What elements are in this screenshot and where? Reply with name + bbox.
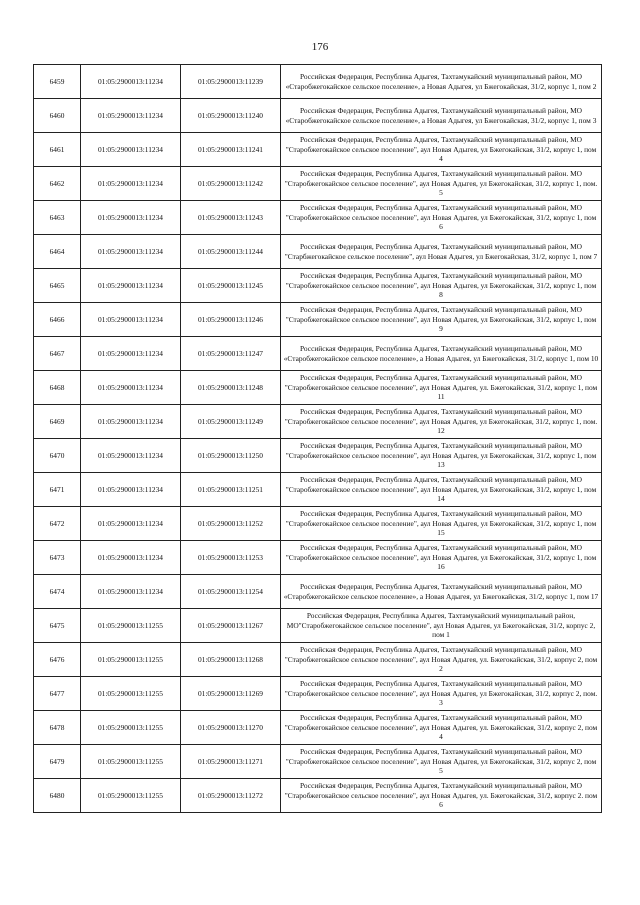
cadastral-number-cell: 01:05:2900013:11267 (181, 609, 281, 643)
address-cell: Российская Федерация, Республика Адыгея, Тахтамукайский муниципальный район, МО "Старобжегокайское сельское поселение", аул Новая Адыгея, ул Бжегокайская, 31/2, корпус 1, пом 15 (281, 507, 602, 541)
cadastral-number-cell: 01:05:2900013:11240 (181, 99, 281, 133)
cadastral-number-cell: 01:05:2900013:11272 (181, 779, 281, 813)
parent-cadastral-number-cell: 01:05:2900013:11234 (81, 507, 181, 541)
address-cell: Российская Федерация, Республика Адыгея, Тахтамукайский муниципальный район, МО"Старобжегокайское сельское поселение", аул Новая Адыгея, ул Бжегокайская, 31/2, корпус 2, пом 1 (281, 609, 602, 643)
parent-cadastral-number-cell: 01:05:2900013:11234 (81, 371, 181, 405)
table-row (34, 439, 602, 473)
address-cell: Российская Федерация, Республика Адыгея, Тахтамукайский муниципальный район, МО "Старобжегокайское сельское поселение", аул Новая Адыгея, ул Бжегокайская, 31/2, корпус 1, пом 14 (281, 473, 602, 507)
record-number-cell: 6465 (34, 269, 81, 303)
table-row (34, 473, 602, 507)
parent-cadastral-number-cell: 01:05:2900013:11234 (81, 235, 181, 269)
parent-cadastral-number-cell: 01:05:2900013:11234 (81, 337, 181, 371)
parent-cadastral-number-cell: 01:05:2900013:11255 (81, 643, 181, 677)
record-number-cell: 6472 (34, 507, 81, 541)
address-cell: Российская Федерация, Республика Адыгея, Тахтамукайский муниципальный район, МО «Старобжегокайское сельское поселение», а Новая Адыгея, ул Бжегокайская, 31/2, корпус 1, пом 2 (281, 65, 602, 99)
record-number-cell: 6461 (34, 133, 81, 167)
parent-cadastral-number-cell: 01:05:2900013:11234 (81, 65, 181, 99)
parent-cadastral-number-cell: 01:05:2900013:11234 (81, 201, 181, 235)
record-number-cell: 6479 (34, 745, 81, 779)
record-number-cell: 6476 (34, 643, 81, 677)
cadastral-number-cell: 01:05:2900013:11249 (181, 405, 281, 439)
parent-cadastral-number-cell: 01:05:2900013:11255 (81, 677, 181, 711)
cadastral-number-cell: 01:05:2900013:11250 (181, 439, 281, 473)
cadastral-number-cell: 01:05:2900013:11239 (181, 65, 281, 99)
record-number-cell: 6470 (34, 439, 81, 473)
table-row (34, 65, 602, 99)
records-table (33, 64, 602, 813)
address-cell: Российская Федерация, Республика Адыгея, Тахтамукайский муниципальный район, МО "Старобжегокайское сельское поселение", аул Новая Адыгея, ул. Бжегокайская, 31/2, корпус 2, пом 4 (281, 711, 602, 745)
table-row (34, 167, 602, 201)
table-row (34, 711, 602, 745)
address-cell: Российская Федерация, Республика Адыгея, Тахтамукайский муниципальный район, МО "Старобжегокайское сельское поселение", аул Новая Адыгея, ул Бжегокайская, 31/2, корпус 1, пом. 12 (281, 405, 602, 439)
table-row (34, 235, 602, 269)
record-number-cell: 6460 (34, 99, 81, 133)
cadastral-number-cell: 01:05:2900013:11244 (181, 235, 281, 269)
cadastral-number-cell: 01:05:2900013:11269 (181, 677, 281, 711)
address-cell: Российская Федерация, Республика Адыгея, Тахтамукайский муниципальный район, МО "Старобжегокайское сельское поселение", аул Новая Адыгея, ул. Бжегокайская, 31/2, корпус 2, пом 2 (281, 643, 602, 677)
record-number-cell: 6477 (34, 677, 81, 711)
cadastral-number-cell: 01:05:2900013:11251 (181, 473, 281, 507)
table-row (34, 507, 602, 541)
record-number-cell: 6462 (34, 167, 81, 201)
parent-cadastral-number-cell: 01:05:2900013:11234 (81, 575, 181, 609)
parent-cadastral-number-cell: 01:05:2900013:11234 (81, 269, 181, 303)
parent-cadastral-number-cell: 01:05:2900013:11234 (81, 473, 181, 507)
address-cell: Российская Федерация, Республика Адыгея, Тахтамукайский муниципальный район, МО "Старбжегокайское сельское поселение", аул Новая Адыгея, ул Бжегокайская, 31/2, корпус 1, пом 7 (281, 235, 602, 269)
address-cell: Российская Федерация, Республика Адыгея, Тахтамукайский муниципальный район. МО "Старобжегокайское сельское поселение", аул Новая Адыгея, ул Бжегокайская, 31/2, корпус 1, пом. 5 (281, 167, 602, 201)
parent-cadastral-number-cell: 01:05:2900013:11234 (81, 405, 181, 439)
address-cell: Российская Федерация, Республика Адыгея, Тахтамукайский муниципальный район, МО "Старобжегокайское сельское поселение", аул Новая Адыгея, ул Бжегокайская, 31/2, корпус 2, пом. 3 (281, 677, 602, 711)
cadastral-number-cell: 01:05:2900013:11247 (181, 337, 281, 371)
parent-cadastral-number-cell: 01:05:2900013:11234 (81, 439, 181, 473)
table-row (34, 541, 602, 575)
cadastral-number-cell: 01:05:2900013:11245 (181, 269, 281, 303)
record-number-cell: 6473 (34, 541, 81, 575)
record-number-cell: 6467 (34, 337, 81, 371)
parent-cadastral-number-cell: 01:05:2900013:11255 (81, 779, 181, 813)
address-cell: Российская Федерация, Республика Адыгея, Тахтамукайский муниципальный район, МО "Старобжегокайское сельское поселение", аул Новая Адыгея, ул. Бжегокайская, 31/2, корпус 2. пом 6 (281, 779, 602, 813)
address-cell: Российская Федерация, Республика Адыгея, Тахтамукайский муниципальный район, МО «Старобжегокайское сельское поселение», а Новая Адыгея, ул Бжегокайская, 31/2, корпус 1, пом 10 (281, 337, 602, 371)
table-row (34, 643, 602, 677)
cadastral-number-cell: 01:05:2900013:11252 (181, 507, 281, 541)
record-number-cell: 6474 (34, 575, 81, 609)
address-cell: Российская Федерация, Республика Адыгея, Тахтамукайский муниципальный район, МО "Старобжегокайское сельское поселение", аул Новая Адыгея, ул Бжегокайская, 31/2, корпус 1, пом 8 (281, 269, 602, 303)
cadastral-number-cell: 01:05:2900013:11268 (181, 643, 281, 677)
parent-cadastral-number-cell: 01:05:2900013:11255 (81, 609, 181, 643)
record-number-cell: 6480 (34, 779, 81, 813)
parent-cadastral-number-cell: 01:05:2900013:11234 (81, 541, 181, 575)
address-cell: Российская Федерация, Республика Адыгея, Тахтамукайский муниципальный район, МО "Старобжегокайское сельское поселение", аул Новая Адыгея, ул. Бжегокайская, 31/2, корпус 1, пом 11 (281, 371, 602, 405)
parent-cadastral-number-cell: 01:05:2900013:11234 (81, 303, 181, 337)
record-number-cell: 6468 (34, 371, 81, 405)
cadastral-number-cell: 01:05:2900013:11270 (181, 711, 281, 745)
table-row (34, 337, 602, 371)
table-row (34, 779, 602, 813)
address-cell: Российская Федерация, Республика Адыгея, Тахтамукайский муниципальный район, МО «Старобжегокайское сельское поселение», а Новая Адыгея, ул Бжегокайская, 31/2, корпус 1, пом 17 (281, 575, 602, 609)
record-number-cell: 6469 (34, 405, 81, 439)
record-number-cell: 6464 (34, 235, 81, 269)
address-cell: Российская Федерация, Республика Адыгея, Тахтамукайский муниципальный район, МО "Старобжегокайское сельское поселение", аул Новая Адыгея, ул Бжегокайская, 31/2, корпус 1, пом 9 (281, 303, 602, 337)
address-cell: Российская Федерация, Республика Адыгея, Тахтамукайский муниципальный район, МО "Старобжегокайское сельское поселение", аул Новая Адыгея, ул Бжегокайская, 31/2, корпус 1, пом 6 (281, 201, 602, 235)
cadastral-number-cell: 01:05:2900013:11241 (181, 133, 281, 167)
parent-cadastral-number-cell: 01:05:2900013:11255 (81, 745, 181, 779)
parent-cadastral-number-cell: 01:05:2900013:11234 (81, 167, 181, 201)
table-row (34, 609, 602, 643)
record-number-cell: 6466 (34, 303, 81, 337)
parent-cadastral-number-cell: 01:05:2900013:11234 (81, 133, 181, 167)
table-row (34, 371, 602, 405)
parent-cadastral-number-cell: 01:05:2900013:11255 (81, 711, 181, 745)
cadastral-number-cell: 01:05:2900013:11253 (181, 541, 281, 575)
table-row (34, 133, 602, 167)
page-number: 176 (311, 41, 329, 53)
parent-cadastral-number-cell: 01:05:2900013:11234 (81, 99, 181, 133)
table-row (34, 269, 602, 303)
record-number-cell: 6471 (34, 473, 81, 507)
table-row (34, 745, 602, 779)
record-number-cell: 6475 (34, 609, 81, 643)
table-row (34, 303, 602, 337)
cadastral-number-cell: 01:05:2900013:11242 (181, 167, 281, 201)
cadastral-number-cell: 01:05:2900013:11243 (181, 201, 281, 235)
address-cell: Российская Федерация, Республика Адыгея, Тахтамукайский муниципальный район, МО "Старобжегокайское сельское поселение", аул Новая Адыгея, ул Бжегокайская, 31/2, корпус 1, пом 13 (281, 439, 602, 473)
cadastral-number-cell: 01:05:2900013:11248 (181, 371, 281, 405)
record-number-cell: 6478 (34, 711, 81, 745)
cadastral-number-cell: 01:05:2900013:11246 (181, 303, 281, 337)
table-row (34, 677, 602, 711)
table-row (34, 201, 602, 235)
table-row (34, 405, 602, 439)
address-cell: Российская Федерация, Республика Адыгея, Тахтамукайский муниципальный район, МО "Старобжегокайское сельское поселение", аул Новая Адыгея, ул Бжегокайская, 31/2, корпус 2, пом 5 (281, 745, 602, 779)
records-table-body (34, 65, 602, 813)
address-cell: Российская Федерация, Республика Адыгея, Тахтамукайский муниципальный район, МО «Старобжегокайское сельское поселение», а Новая Адыгея, ул Бжегокайская, 31/2, корпус 1, пом 3 (281, 99, 602, 133)
address-cell: Российская Федерация, Республика Адыгея, Тахтамукайский муниципальный район, МО "Старобжегокайское сельское поселение", аул Новая Адыгея, ул Бжегокайская, 31/2, корпус 1, пом 16 (281, 541, 602, 575)
table-row (34, 575, 602, 609)
cadastral-number-cell: 01:05:2900013:11271 (181, 745, 281, 779)
table-row (34, 99, 602, 133)
record-number-cell: 6459 (34, 65, 81, 99)
cadastral-number-cell: 01:05:2900013:11254 (181, 575, 281, 609)
record-number-cell: 6463 (34, 201, 81, 235)
address-cell: Российская Федерация, Республика Адыгея, Тахтамукайский муниципальный район, МО "Старобжегокайское сельское поселение", аул Новая Адыгея, ул Бжегокайская, 31/2, корпус 1, пом 4 (281, 133, 602, 167)
